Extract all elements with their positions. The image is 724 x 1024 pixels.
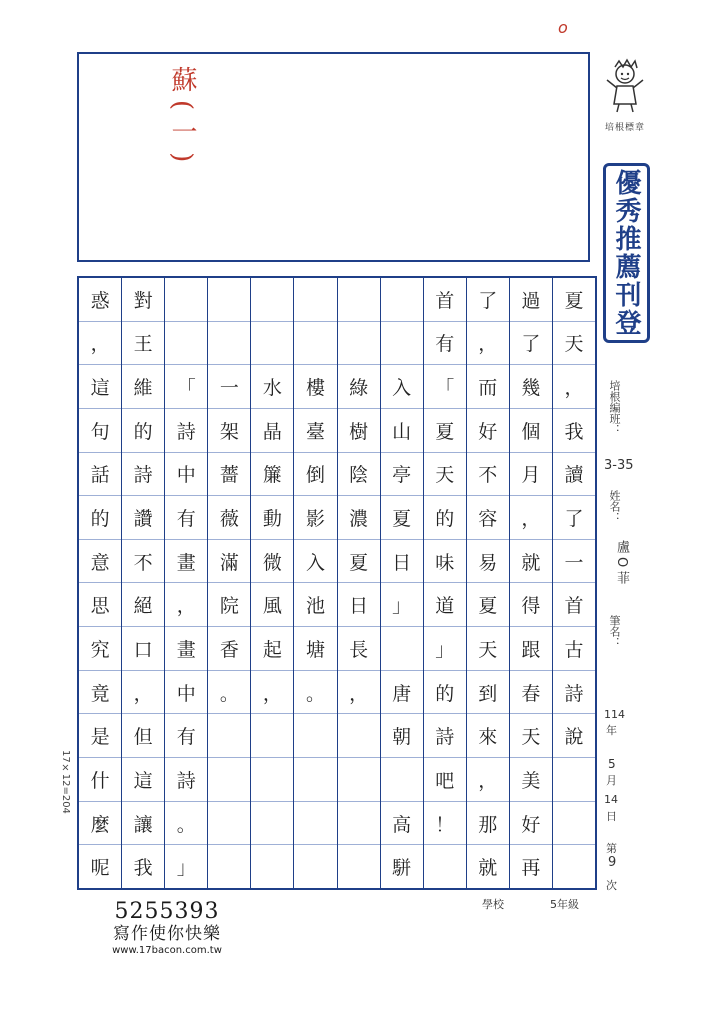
grid-cell — [338, 802, 380, 846]
stamp-label: 培根標章 — [604, 123, 645, 133]
grid-column — [380, 278, 423, 888]
grid-cell: 起 — [251, 627, 293, 671]
grid-cell — [294, 758, 336, 802]
grid-cell: 句 — [79, 409, 121, 453]
teacher-comment: 蘇(一) — [167, 66, 197, 171]
grid-cell: 詩 — [165, 758, 207, 802]
session-unit: 次 — [606, 879, 617, 892]
grid-cell: 了 — [467, 278, 509, 322]
grid-cell: 一 — [553, 540, 595, 584]
date-month: 5 — [608, 757, 616, 771]
grid-cell: 但 — [122, 714, 164, 758]
grid-cell: ， — [165, 583, 207, 627]
grid-cell: 亭 — [381, 453, 423, 497]
grid-cell: 「 — [165, 365, 207, 409]
grid-column — [121, 278, 164, 888]
grid-cell: 到 — [467, 671, 509, 715]
grid-cell: 意 — [79, 540, 121, 584]
brand-logo — [102, 900, 232, 957]
grid-column — [423, 278, 466, 888]
grid-cell: 月 — [510, 453, 552, 497]
recommend-text: 優秀推薦刊登 — [611, 169, 641, 337]
grid-cell: 的 — [79, 496, 121, 540]
grid-cell — [251, 322, 293, 366]
grid-cell: 高 — [381, 802, 423, 846]
grid-cell: 」 — [176, 857, 196, 880]
grid-cell — [294, 802, 336, 846]
grid-cell: 春 — [510, 671, 552, 715]
grid-cell: 得 — [510, 583, 552, 627]
grid-cell: 夏 — [467, 583, 509, 627]
grid-cell: 的 — [424, 671, 466, 715]
grid-cell: ， — [251, 671, 293, 715]
grid-cell — [338, 322, 380, 366]
grid-cell — [553, 802, 595, 846]
class-value: 3-35 — [604, 458, 634, 473]
grid-cell: 吧 — [424, 758, 466, 802]
grid-cell: 晶 — [251, 409, 293, 453]
grid-cell: 思 — [79, 583, 121, 627]
grid-cell: 陰 — [338, 453, 380, 497]
grid-cell — [553, 758, 595, 802]
grid-cell: 個 — [510, 409, 552, 453]
grid-cell: 易 — [467, 540, 509, 584]
grid-cell: 綠 — [338, 365, 380, 409]
grid-cell: ， — [122, 671, 164, 715]
grid-cell: 。 — [208, 671, 250, 715]
recommend-badge — [603, 163, 650, 343]
grid-cell — [251, 758, 293, 802]
grid-cell: 不 — [467, 453, 509, 497]
grid-cell: 夏 — [338, 540, 380, 584]
grid-cell — [165, 322, 207, 366]
grid-cell: 我 — [133, 857, 153, 880]
date-year-unit: 年 — [606, 724, 617, 737]
grid-cell: ， — [553, 365, 595, 409]
grid-cell: 臺 — [294, 409, 336, 453]
grid-cell: 就 — [478, 857, 498, 880]
grid-cell: 讓 — [122, 802, 164, 846]
grid-cell — [338, 758, 380, 802]
grid-cell: 好 — [510, 802, 552, 846]
grid-cell: 我 — [553, 409, 595, 453]
grid-cell: 是 — [79, 714, 121, 758]
grid-cell: 院 — [208, 583, 250, 627]
grid-cell — [251, 845, 293, 888]
grid-cell: 就 — [510, 540, 552, 584]
grid-cell: 讀 — [553, 453, 595, 497]
grid-cell: 有 — [424, 322, 466, 366]
grid-cell — [208, 758, 250, 802]
grid-cell: 有 — [165, 714, 207, 758]
grid-cell: 詩 — [553, 671, 595, 715]
grid-cell: 的 — [424, 496, 466, 540]
grid-cell — [381, 278, 423, 322]
grid-cell: 濃 — [338, 496, 380, 540]
grid-cell: 朝 — [381, 714, 423, 758]
grid-cell: 好 — [467, 409, 509, 453]
grid-cell — [208, 278, 250, 322]
grid-cell: 有 — [165, 496, 207, 540]
essay-manuscript-grid — [77, 276, 597, 890]
grid-cell — [338, 278, 380, 322]
grid-cell: 駢 — [392, 857, 412, 880]
grid-cell: 的 — [122, 409, 164, 453]
corner-check-mark: o — [558, 18, 568, 37]
grid-cell: 風 — [251, 583, 293, 627]
grid-cell: 古 — [553, 627, 595, 671]
teacher-comment-box — [77, 52, 590, 262]
grid-cell — [381, 627, 423, 671]
grid-cell: 一 — [208, 365, 250, 409]
date-year: 114 — [604, 708, 625, 721]
grid-cell: 首 — [424, 278, 466, 322]
grid-cell — [251, 802, 293, 846]
grid-cell: 首 — [553, 583, 595, 627]
grid-cell — [424, 845, 466, 888]
grid-cell: 那 — [467, 802, 509, 846]
grid-cell: ， — [467, 322, 509, 366]
grid-cell: 跟 — [510, 627, 552, 671]
grid-cell: 「 — [424, 365, 466, 409]
grid-column — [79, 278, 121, 888]
grid-column — [250, 278, 293, 888]
date-month-unit: 月 — [606, 774, 617, 787]
grid-column — [207, 278, 250, 888]
grid-cell: 容 — [467, 496, 509, 540]
grid-cell: ， — [510, 496, 552, 540]
grid-cell: 池 — [294, 583, 336, 627]
name-value: 盧O菲 — [614, 540, 629, 589]
grid-column — [509, 278, 552, 888]
session-prefix: 第 — [606, 842, 617, 855]
grid-column — [337, 278, 380, 888]
grid-cell: 唐 — [381, 671, 423, 715]
grid-cell — [208, 322, 250, 366]
grid-cell — [208, 714, 250, 758]
grid-cell: 幾 — [510, 365, 552, 409]
grid-cell — [165, 278, 207, 322]
grid-cell: 對 — [122, 278, 164, 322]
grid-cell: 不 — [122, 540, 164, 584]
grid-cell: 這 — [122, 758, 164, 802]
grid-cell: ， — [338, 671, 380, 715]
grid-cell: 倒 — [294, 453, 336, 497]
grid-cell: 絕 — [122, 583, 164, 627]
grid-cell — [251, 278, 293, 322]
grid-cell: 薔 — [208, 453, 250, 497]
grid-cell: 天 — [510, 714, 552, 758]
school-label: 學校 — [482, 898, 504, 911]
name-label: 姓名： — [608, 490, 621, 523]
grid-cell: 水 — [251, 365, 293, 409]
grid-cell: 竟 — [79, 671, 121, 715]
grid-cell: 畫 — [165, 627, 207, 671]
grid-cell: 」 — [381, 583, 423, 627]
grid-cell: 讚 — [122, 496, 164, 540]
grid-cell — [294, 278, 336, 322]
brand-code: 5255393 — [114, 899, 220, 924]
grid-cell — [208, 802, 250, 846]
pen-name-label: 筆名： — [608, 615, 621, 648]
grid-cell: ， — [79, 322, 121, 366]
grid-cell — [553, 845, 595, 888]
grid-cell: 夏 — [553, 278, 595, 322]
grid-cell: 了 — [510, 322, 552, 366]
grid-cell: 維 — [122, 365, 164, 409]
date-day: 14 — [604, 793, 618, 806]
grid-cell: 日 — [381, 540, 423, 584]
grid-cell: 這 — [79, 365, 121, 409]
grid-cell: 天 — [467, 627, 509, 671]
grid-cell: 究 — [79, 627, 121, 671]
grid-cell: 王 — [122, 322, 164, 366]
grid-cell: 影 — [294, 496, 336, 540]
grid-cell: 滿 — [208, 540, 250, 584]
grid-cell: 。 — [165, 802, 207, 846]
grid-cell — [338, 714, 380, 758]
grid-cell — [294, 322, 336, 366]
grid-cell: 香 — [208, 627, 250, 671]
grid-cell: 」 — [424, 627, 466, 671]
grade-label: 5年級 — [550, 898, 579, 911]
grid-cell: 詩 — [122, 453, 164, 497]
grid-cell: 微 — [251, 540, 293, 584]
grid-cell: 夏 — [424, 409, 466, 453]
grid-cell: 話 — [79, 453, 121, 497]
grid-cell: 天 — [424, 453, 466, 497]
grid-cell: 山 — [381, 409, 423, 453]
brand-slogan: 寫作使你快樂 — [113, 924, 221, 944]
grid-cell: 再 — [521, 857, 541, 880]
grid-column — [293, 278, 336, 888]
grid-cell: 呢 — [90, 857, 110, 880]
grid-cell: 薇 — [208, 496, 250, 540]
grid-cell: 麼 — [79, 802, 121, 846]
grid-cell: 中 — [165, 453, 207, 497]
grid-cell: 架 — [208, 409, 250, 453]
grid-cell: 口 — [122, 627, 164, 671]
bacon-stamp — [600, 58, 650, 133]
grid-cell — [208, 845, 250, 888]
grid-cell — [294, 714, 336, 758]
grid-cell: 入 — [381, 365, 423, 409]
grid-cell: 塘 — [294, 627, 336, 671]
grid-cell: 什 — [79, 758, 121, 802]
grid-cell: 中 — [165, 671, 207, 715]
grid-cell: 惑 — [79, 278, 121, 322]
grid-cell: 味 — [424, 540, 466, 584]
grid-cell: 樹 — [338, 409, 380, 453]
class-label: 培根編班： — [608, 380, 621, 435]
child-mascot-icon — [603, 58, 647, 114]
grid-cell — [294, 845, 336, 888]
date-day-unit: 日 — [606, 810, 617, 823]
grid-cell — [381, 758, 423, 802]
grid-cell: 。 — [294, 671, 336, 715]
grid-cell: ！ — [424, 802, 466, 846]
grid-cell: 入 — [294, 540, 336, 584]
grid-cell: 長 — [338, 627, 380, 671]
grid-cell: 夏 — [381, 496, 423, 540]
grid-cell: 過 — [510, 278, 552, 322]
session-number: 9 — [608, 855, 617, 870]
grid-cell: 樓 — [294, 365, 336, 409]
grid-cell: 天 — [553, 322, 595, 366]
grid-column — [552, 278, 595, 888]
grid-cell: 說 — [553, 714, 595, 758]
grid-cell: 了 — [553, 496, 595, 540]
grid-cell: 來 — [467, 714, 509, 758]
grid-cell: ， — [467, 758, 509, 802]
grid-cell: 而 — [467, 365, 509, 409]
grid-cell: 道 — [424, 583, 466, 627]
grid-cell: 美 — [510, 758, 552, 802]
grid-cell: 詩 — [165, 409, 207, 453]
grid-cell: 畫 — [165, 540, 207, 584]
grid-cell: 簾 — [251, 453, 293, 497]
grid-size-label: 17×12=204 — [60, 750, 71, 814]
grid-cell: 詩 — [424, 714, 466, 758]
grid-cell — [381, 322, 423, 366]
grid-column — [466, 278, 509, 888]
grid-cell — [338, 845, 380, 888]
brand-url: www.17bacon.com.tw — [112, 945, 222, 956]
grid-cell: 日 — [338, 583, 380, 627]
grid-cell: 動 — [251, 496, 293, 540]
grid-column — [164, 278, 207, 888]
grid-cell — [251, 714, 293, 758]
